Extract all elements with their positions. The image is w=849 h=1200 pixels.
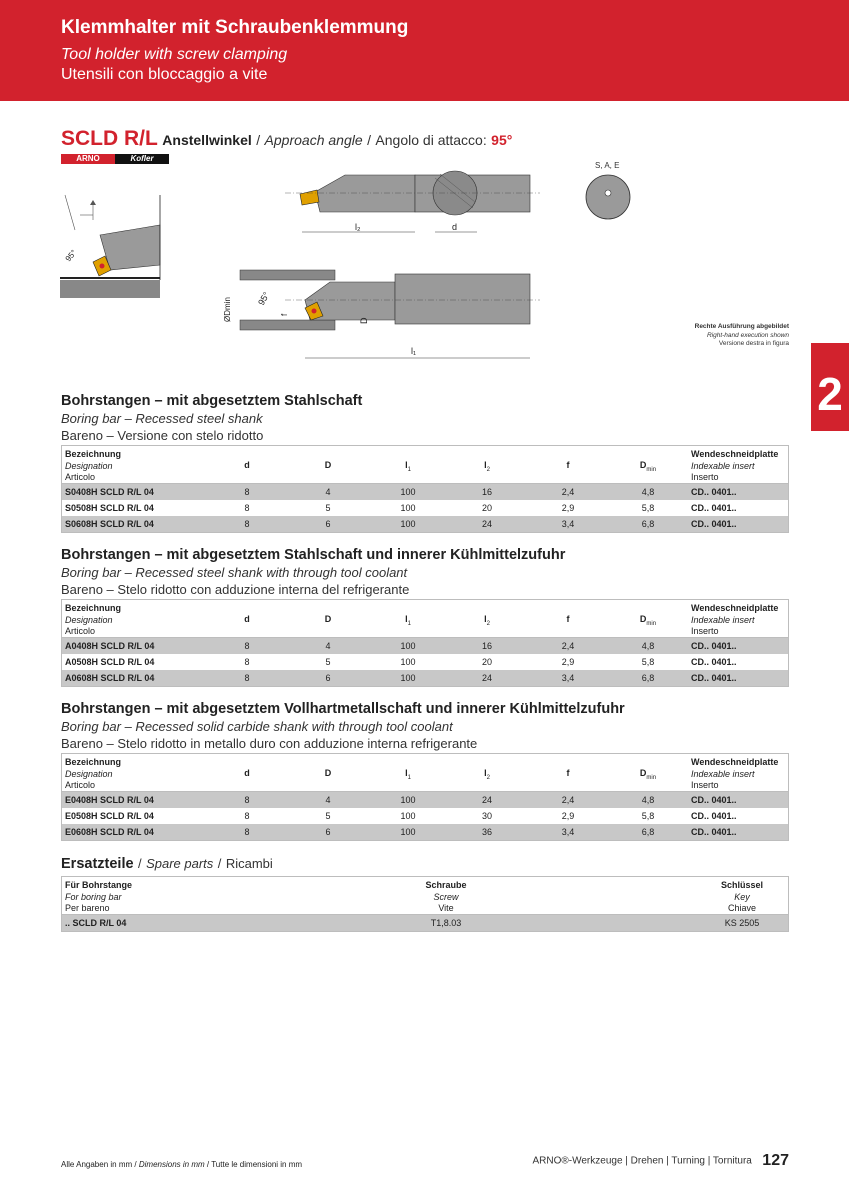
footer-brand-line: ARNO®-Werkzeuge | Drehen | Turning | Tornitura (532, 1155, 752, 1167)
chapter-tab (811, 343, 849, 431)
cell-f: 2,4 (561, 641, 575, 651)
col-l1-sub: 1 (407, 774, 411, 781)
sep: / (256, 132, 261, 148)
insert-de: Wendeschneidplatte (691, 603, 779, 613)
dims-it: Tutte le dimensioni in mm (211, 1160, 303, 1169)
for-bar-it: Per bareno (65, 903, 110, 913)
article-code: E0608H SCLD R/L 04 (65, 827, 154, 837)
col-l2-text: l (484, 768, 487, 778)
designation-en: Designation (65, 614, 113, 625)
cell-Dmin: 6,8 (641, 827, 655, 837)
section-heading (61, 393, 362, 444)
cell-f: 2,9 (561, 657, 575, 667)
col-l1-sub: 1 (407, 620, 411, 627)
cell-Dmin: 5,8 (641, 811, 655, 821)
header-title-en: Tool holder with screw clamping (61, 46, 288, 63)
angle-label-de: Anstellwinkel (162, 132, 252, 148)
section-title-en: Boring bar – Recessed steel shank (61, 411, 263, 426)
col-l1-sub: 1 (407, 466, 411, 473)
col-l2 (457, 460, 517, 473)
label-l1: l₁ (411, 346, 417, 356)
cell-f: 3,4 (561, 827, 575, 837)
col-Dmin-sub: min (646, 774, 657, 781)
table-row (62, 654, 788, 670)
label-d: d (452, 222, 458, 232)
angle-label-it: Angolo di attacco: (375, 132, 487, 148)
side-view-upper (285, 171, 540, 232)
note-it: Versione destra in figura (718, 340, 789, 347)
kofler-logo: Kofler (115, 154, 169, 164)
product-table (61, 599, 789, 687)
cell-d: 8 (244, 657, 250, 667)
article-code: E0408H SCLD R/L 04 (65, 795, 154, 805)
product-title (61, 127, 512, 151)
insert-de: Wendeschneidplatte (691, 449, 779, 459)
article-code: S0608H SCLD R/L 04 (65, 519, 154, 529)
col-d: d (244, 614, 250, 624)
detail-view (60, 195, 160, 298)
cell-l1: 100 (400, 519, 416, 529)
col-Dmin-sub: min (646, 466, 657, 473)
cell-l2: 24 (481, 519, 492, 529)
article-code: A0608H SCLD R/L 04 (65, 673, 155, 683)
dims-de: Alle Angaben in mm (61, 1160, 133, 1169)
footer-dimensions-note (61, 1160, 302, 1169)
cell-l2: 30 (481, 811, 492, 821)
designation-header (65, 757, 121, 792)
cell-f: 2,9 (561, 503, 575, 513)
col-d: d (244, 768, 250, 778)
cell-D: 5 (325, 657, 331, 667)
table-row (62, 670, 788, 686)
article-code: S0508H SCLD R/L 04 (65, 503, 154, 513)
insert-it: Inserto (691, 626, 719, 636)
key-en: Key (734, 891, 750, 902)
table-header (62, 446, 788, 484)
col-l1-text: l (405, 460, 408, 470)
col-l1-text: l (405, 614, 408, 624)
cell-l1: 100 (400, 811, 416, 821)
arno-logo: ARNO (61, 154, 115, 164)
col-D: D (324, 460, 332, 470)
spare-screw: T1,8.03 (430, 918, 462, 928)
technical-drawing (55, 150, 795, 375)
col-l1 (378, 460, 438, 473)
section-title-de: Bohrstangen – mit abgesetztem Vollhartmetallschaft und innerer Kühlmittelzufuhr (61, 701, 625, 717)
section-title-it: Bareno – Versione con stelo ridotto (61, 428, 264, 443)
table-row (62, 500, 788, 516)
cell-D: 6 (325, 673, 331, 683)
col-d: d (244, 460, 250, 470)
lower-angle-label: 95° (256, 290, 272, 307)
cell-f: 2,4 (561, 487, 575, 497)
insert-code: CD.. 0401.. (691, 503, 737, 513)
article-code: A0508H SCLD R/L 04 (65, 657, 155, 667)
spare-title-it: Ricambi (225, 856, 273, 871)
designation-de: Bezeichnung (65, 603, 122, 613)
cell-l2: 20 (481, 657, 492, 667)
designation-it: Articolo (65, 626, 96, 636)
article-code: A0408H SCLD R/L 04 (65, 641, 155, 651)
cell-l1: 100 (400, 795, 416, 805)
table-row (62, 516, 788, 532)
col-Dmin (618, 768, 678, 781)
col-l2-text: l (484, 460, 487, 470)
key-de: Schlüssel (720, 880, 764, 890)
cell-D: 4 (325, 487, 331, 497)
spare-parts-title (61, 855, 273, 873)
cell-Dmin: 6,8 (641, 673, 655, 683)
col-D: D (324, 768, 332, 778)
section-title-de: Bohrstangen – mit abgesetztem Stahlschaft und innerer Kühlmittelzufuhr (61, 547, 566, 563)
product-code: SCLD R/L (61, 127, 158, 150)
cell-D: 5 (325, 503, 331, 513)
section-title-en: Boring bar – Recessed steel shank with through tool coolant (61, 565, 408, 580)
designation-header (65, 603, 121, 638)
product-table (61, 445, 789, 533)
spare-key: KS 2505 (724, 918, 760, 928)
cell-d: 8 (244, 487, 250, 497)
col-Dmin (618, 460, 678, 473)
cell-d: 8 (244, 827, 250, 837)
table-header (62, 754, 788, 792)
cell-Dmin: 4,8 (641, 487, 655, 497)
sep: / (206, 1160, 210, 1169)
cell-l1: 100 (400, 503, 416, 513)
cell-D: 4 (325, 795, 331, 805)
section-heading (61, 547, 565, 598)
screw-en: Screw (433, 891, 459, 902)
cell-l1: 100 (400, 827, 416, 837)
sep: / (367, 132, 371, 148)
col-l1 (378, 614, 438, 627)
col-l2-text: l (484, 614, 487, 624)
col-f: f (566, 768, 570, 778)
cell-l2: 16 (481, 487, 492, 497)
cell-Dmin: 4,8 (641, 641, 655, 651)
label-sae: S, A, E (595, 161, 620, 170)
cell-l2: 24 (481, 795, 492, 805)
insert-en: Indexable insert (691, 460, 755, 471)
cell-d: 8 (244, 641, 250, 651)
col-Dmin-sub: min (646, 620, 657, 627)
sep: / (217, 856, 222, 871)
designation-en: Designation (65, 460, 113, 471)
designation-de: Bezeichnung (65, 449, 122, 459)
cell-l2: 24 (481, 673, 492, 683)
insert-code: CD.. 0401.. (691, 827, 737, 837)
insert-code: CD.. 0401.. (691, 795, 737, 805)
sep: / (138, 856, 142, 871)
insert-code: CD.. 0401.. (691, 641, 737, 651)
designation-it: Articolo (65, 472, 96, 482)
cell-l2: 36 (481, 827, 492, 837)
table-row (62, 792, 788, 808)
cell-D: 6 (325, 519, 331, 529)
col-l2-sub: 2 (486, 774, 490, 781)
note-de: Rechte Ausführung abgebildet (694, 323, 789, 330)
col-l2-sub: 2 (486, 466, 490, 473)
cell-f: 3,4 (561, 519, 575, 529)
cell-Dmin: 5,8 (641, 503, 655, 513)
page-number: 127 (762, 1152, 789, 1169)
sep: / (134, 1160, 137, 1169)
header-title-de: Klemmhalter mit Schraubenklemmung (61, 17, 409, 38)
execution-note (695, 323, 789, 349)
header-title-it: Utensili con bloccaggio a vite (61, 66, 268, 83)
article-code: E0508H SCLD R/L 04 (65, 811, 154, 821)
page-header (0, 0, 849, 101)
footer-brand (533, 1152, 789, 1170)
cell-l2: 20 (481, 503, 492, 513)
product-table (61, 753, 789, 841)
cell-D: 6 (325, 827, 331, 837)
spare-bar: .. SCLD R/L 04 (65, 918, 127, 928)
label-Dmin: ØDmin (223, 297, 232, 322)
cell-l1: 100 (400, 487, 416, 497)
label-D: D (359, 317, 369, 324)
side-view-lower (223, 270, 540, 358)
section-title-de: Bohrstangen – mit abgesetztem Stahlschaft (61, 393, 363, 409)
table-row (62, 638, 788, 654)
cell-Dmin: 4,8 (641, 795, 655, 805)
cell-f: 3,4 (561, 673, 575, 683)
note-en: Right-hand execution shown (706, 331, 789, 339)
cell-Dmin: 6,8 (641, 519, 655, 529)
cell-D: 4 (325, 641, 331, 651)
chapter-number: 2 (817, 368, 843, 420)
insert-code: CD.. 0401.. (691, 519, 737, 529)
insert-header (691, 449, 778, 484)
col-Dmin-text: D (639, 768, 647, 778)
designation-de: Bezeichnung (65, 757, 122, 767)
dims-en: Dimensions in mm (138, 1160, 205, 1169)
table-row (62, 808, 788, 824)
col-l1 (378, 768, 438, 781)
insert-it: Inserto (691, 472, 719, 482)
for-bar-en: For boring bar (65, 891, 122, 902)
designation-it: Articolo (65, 780, 96, 790)
col-l2 (457, 768, 517, 781)
cell-l2: 16 (481, 641, 492, 651)
spare-title-en: Spare parts (146, 856, 214, 871)
for-bar-de: Für Bohrstange (65, 880, 133, 890)
insert-code: CD.. 0401.. (691, 657, 737, 667)
insert-en: Indexable insert (691, 614, 755, 625)
cross-section (586, 161, 630, 219)
table-row (62, 824, 788, 840)
cell-l1: 100 (400, 641, 416, 651)
cell-Dmin: 5,8 (641, 657, 655, 667)
cell-f: 2,9 (561, 811, 575, 821)
col-l1-text: l (405, 768, 408, 778)
table-row (62, 484, 788, 500)
spare-header (62, 877, 788, 915)
angle-value: 95° (491, 132, 513, 148)
designation-header (65, 449, 121, 484)
insert-code: CD.. 0401.. (691, 487, 737, 497)
detail-angle-label: 95° (63, 248, 79, 264)
cell-d: 8 (244, 795, 250, 805)
col-f: f (566, 614, 570, 624)
insert-header (691, 757, 778, 792)
cell-d: 8 (244, 519, 250, 529)
col-D: D (324, 614, 332, 624)
designation-en: Designation (65, 768, 113, 779)
table-header (62, 600, 788, 638)
label-l2: l₂ (355, 222, 361, 232)
insert-header (691, 603, 778, 638)
cell-f: 2,4 (561, 795, 575, 805)
spare-parts-table (61, 876, 789, 932)
insert-de: Wendeschneidplatte (691, 757, 779, 767)
cell-l1: 100 (400, 673, 416, 683)
article-code: S0408H SCLD R/L 04 (65, 487, 154, 497)
spare-title-de: Ersatzteile (61, 856, 134, 872)
insert-code: CD.. 0401.. (691, 673, 737, 683)
col-Dmin-text: D (639, 614, 647, 624)
table-row (62, 915, 788, 931)
insert-en: Indexable insert (691, 768, 755, 779)
cell-d: 8 (244, 673, 250, 683)
col-l2 (457, 614, 517, 627)
section-title-en: Boring bar – Recessed solid carbide shank with through tool coolant (61, 719, 453, 734)
key-it: Chiave (727, 903, 756, 913)
cell-l1: 100 (400, 657, 416, 667)
angle-label-en: Approach angle (264, 132, 363, 148)
cell-D: 5 (325, 811, 331, 821)
col-Dmin (618, 614, 678, 627)
section-title-it: Bareno – Stelo ridotto con adduzione interna del refrigerante (61, 582, 410, 597)
screw-de: Schraube (425, 880, 467, 890)
screw-it: Vite (438, 903, 454, 913)
col-f: f (566, 460, 570, 470)
col-l2-sub: 2 (486, 620, 490, 627)
section-title-it: Bareno – Stelo ridotto in metallo duro con adduzione interna refrigerante (61, 736, 478, 751)
insert-it: Inserto (691, 780, 719, 790)
section-heading (61, 701, 625, 752)
col-Dmin-text: D (639, 460, 647, 470)
cell-d: 8 (244, 811, 250, 821)
insert-code: CD.. 0401.. (691, 811, 737, 821)
cell-d: 8 (244, 503, 250, 513)
label-f: f (280, 313, 289, 316)
